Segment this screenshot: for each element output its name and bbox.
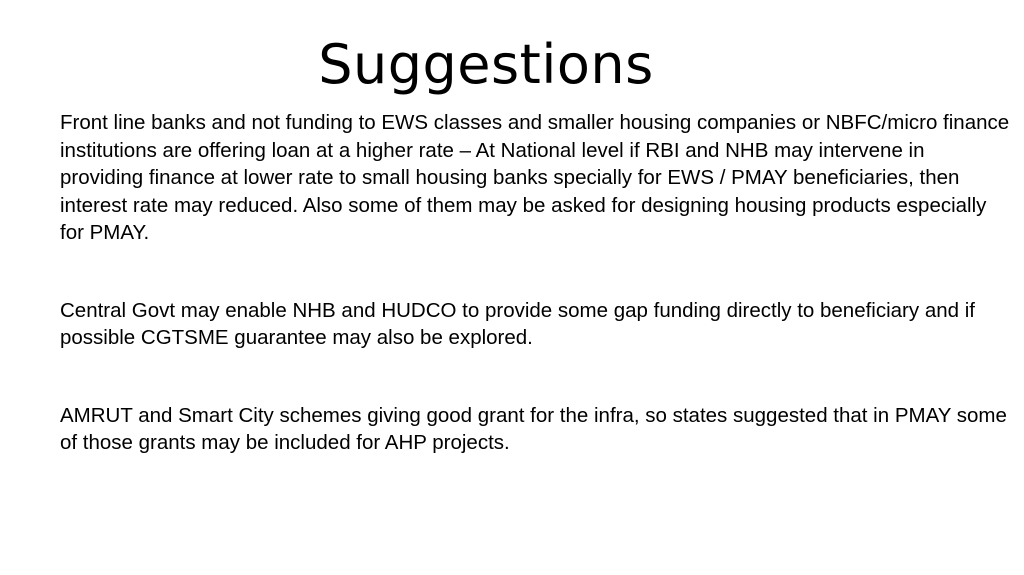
paragraph-gap-funding: Central Govt may enable NHB and HUDCO to provide some gap funding directly to beneficiary and if possible CGTSME guarantee may also be explored. [60,298,975,349]
paragraph-amrut-grants: AMRUT and Smart City schemes giving good grant for the infra, so states suggested that in PMAY some of those grants may be included for AHP projects. [60,403,1007,454]
paragraph-bank-funding: Front line banks and not funding to EWS classes and smaller housing companies or NBFC/micro finance institutions are offering loan at a higher rate – At National level if RBI and NHB may intervene in providing finance at lower rate to small housing banks specially for EWS / PMAY beneficiaries, then interest rate may reduced. Also some of them may be asked for designing housing products especially for PMAY. [60,111,1010,244]
slide-title: Suggestions [318,33,654,96]
slide-body [60,109,1010,457]
